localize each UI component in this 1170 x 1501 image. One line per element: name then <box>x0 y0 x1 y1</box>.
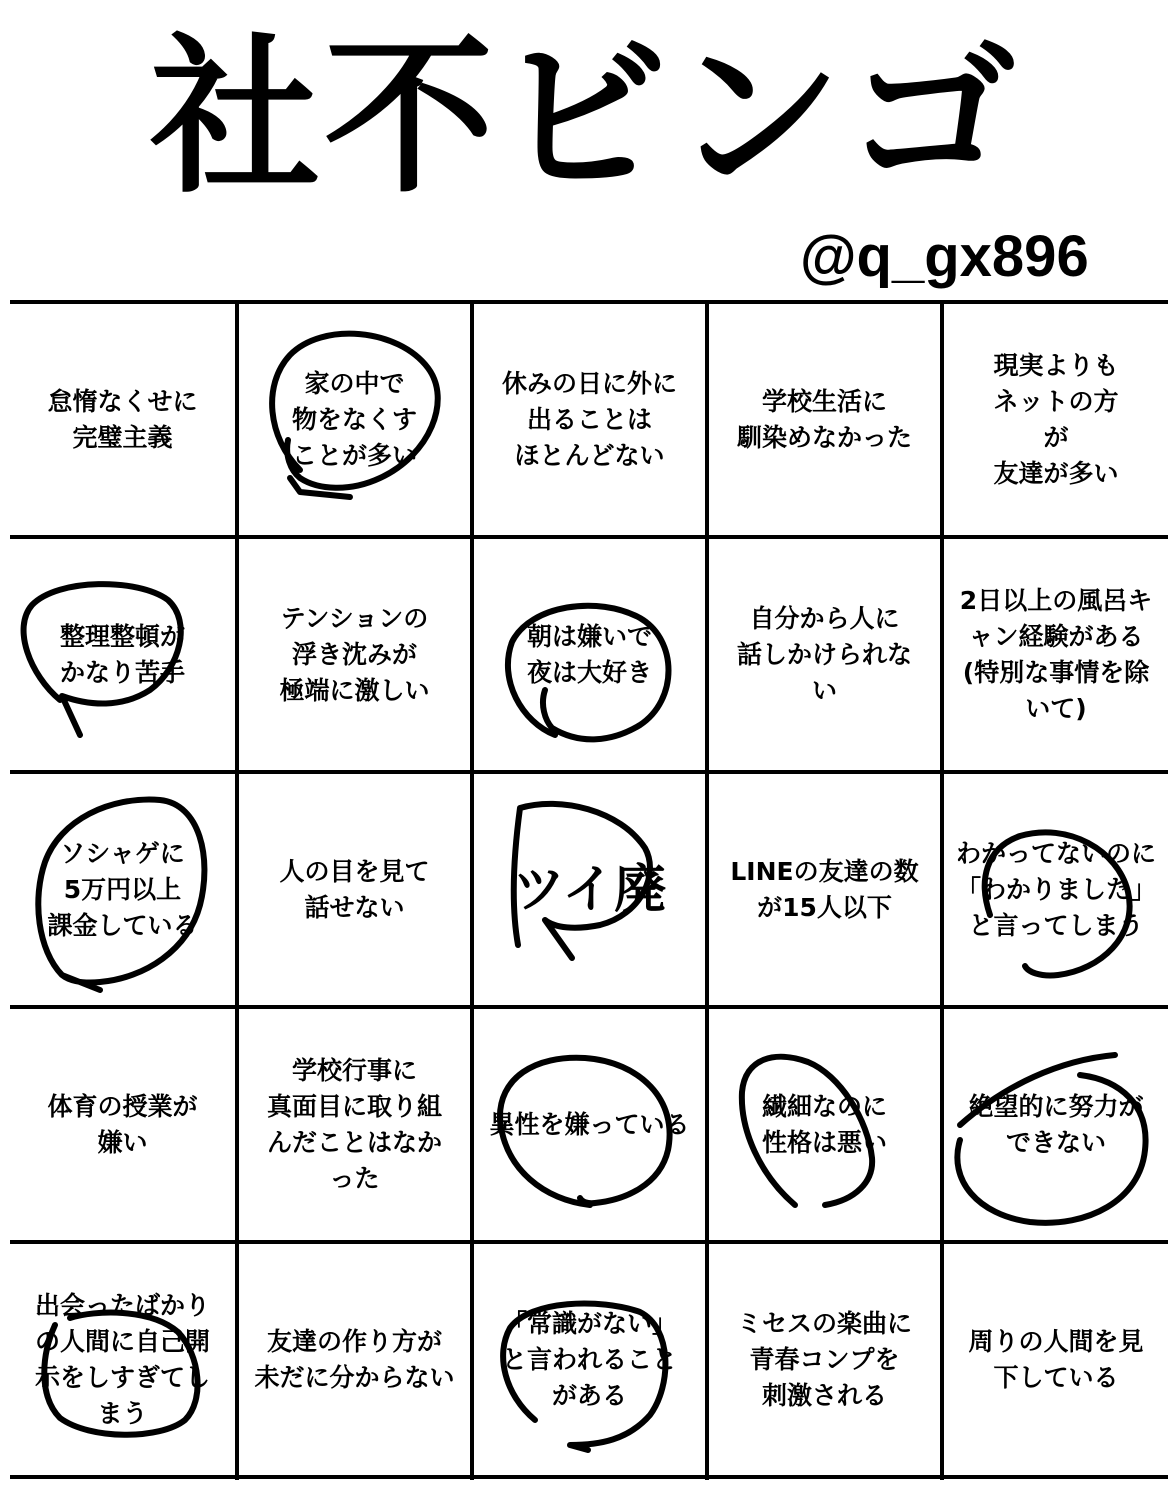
bingo-cell-text: 2日以上の風呂キ ャン経験がある (特別な事情を除 いて) <box>959 585 1153 723</box>
bingo-cell-text: わかってないのに 「わかりました」 と言ってしまう <box>955 838 1156 940</box>
bingo-cell[interactable] <box>709 304 940 535</box>
bingo-cell[interactable] <box>474 1009 705 1240</box>
bingo-cell[interactable] <box>709 774 940 1005</box>
bingo-cell[interactable] <box>239 304 470 535</box>
bingo-cell-text: 友達の作り方が 未だに分からない <box>254 1326 455 1392</box>
bingo-cell-text: 繊細なのに 性格は悪い <box>761 1091 887 1157</box>
bingo-cell[interactable] <box>10 539 235 770</box>
page-title: 社不ビンゴ <box>149 19 1020 217</box>
bingo-cell-text: LINEの友達の数 が15人以下 <box>730 856 919 922</box>
bingo-cell-text: 家の中で 物をなくす ことが多い <box>291 368 417 470</box>
bingo-cell-text: 出会ったばかり の人間に自己開 示をしすぎてし まう <box>34 1290 210 1428</box>
bingo-cell[interactable] <box>239 1244 470 1475</box>
bingo-cell-text: ツイ廃 <box>512 859 667 920</box>
bingo-cell[interactable] <box>709 539 940 770</box>
bingo-cell-text: 絶望的に努力が できない <box>968 1091 1144 1157</box>
bingo-cell-text: ソシャゲに 5万円以上 課金している <box>47 838 198 940</box>
bingo-cell-text: 周りの人間を見 下している <box>968 1326 1144 1392</box>
bingo-cell-text: 「常識がない」 と言われること がある <box>501 1308 677 1410</box>
bingo-cell-text: 人の目を見て 話せない <box>279 856 430 922</box>
bingo-center-cell[interactable] <box>474 774 705 1005</box>
bingo-cell[interactable] <box>709 1009 940 1240</box>
bingo-cell[interactable] <box>239 1009 470 1240</box>
author-handle: @q_gx896 <box>800 224 1089 289</box>
bingo-cell[interactable] <box>474 304 705 535</box>
bingo-cell[interactable] <box>239 539 470 770</box>
bingo-cell-text: ミセスの楽曲に 青春コンプを 刺激される <box>736 1308 912 1410</box>
bingo-cell-text: 学校行事に 真面目に取り組 んだことはなか った <box>266 1055 442 1193</box>
bingo-cell[interactable] <box>944 1009 1168 1240</box>
bingo-grid <box>10 300 1168 1480</box>
bingo-cell-text: 整理整頓が かなり苦手 <box>59 621 185 687</box>
bingo-cell[interactable] <box>10 774 235 1005</box>
bingo-cell-text: 朝は嫌いで 夜は大好き <box>526 621 652 687</box>
bingo-cell[interactable] <box>10 1009 235 1240</box>
bingo-cell-text: 異性を嫌っている <box>489 1109 690 1139</box>
bingo-cell-text: 学校生活に 馴染めなかった <box>736 386 912 452</box>
bingo-cell-text: テンションの 浮き沈みが 極端に激しい <box>279 603 430 705</box>
bingo-cell[interactable] <box>944 1244 1168 1475</box>
bingo-cell[interactable] <box>474 539 705 770</box>
bingo-cell-text: 怠惰なくせに 完璧主義 <box>47 386 198 452</box>
bingo-cell[interactable] <box>944 304 1168 535</box>
bingo-cell-text: 体育の授業が 嫌い <box>47 1091 198 1157</box>
bingo-cell[interactable] <box>239 774 470 1005</box>
bingo-cell-text: 自分から人に 話しかけられな い <box>736 603 912 705</box>
bingo-cell-text: 現実よりも ネットの方 が 友達が多い <box>993 350 1119 488</box>
bingo-cell[interactable] <box>10 304 235 535</box>
grid-line <box>10 1475 1168 1479</box>
bingo-cell[interactable] <box>944 774 1168 1005</box>
bingo-cell[interactable] <box>474 1244 705 1475</box>
bingo-cell-text: 休みの日に外に 出ることは ほとんどない <box>501 368 677 470</box>
bingo-cell[interactable] <box>709 1244 940 1475</box>
bingo-cell[interactable] <box>944 539 1168 770</box>
bingo-cell[interactable] <box>10 1244 235 1475</box>
